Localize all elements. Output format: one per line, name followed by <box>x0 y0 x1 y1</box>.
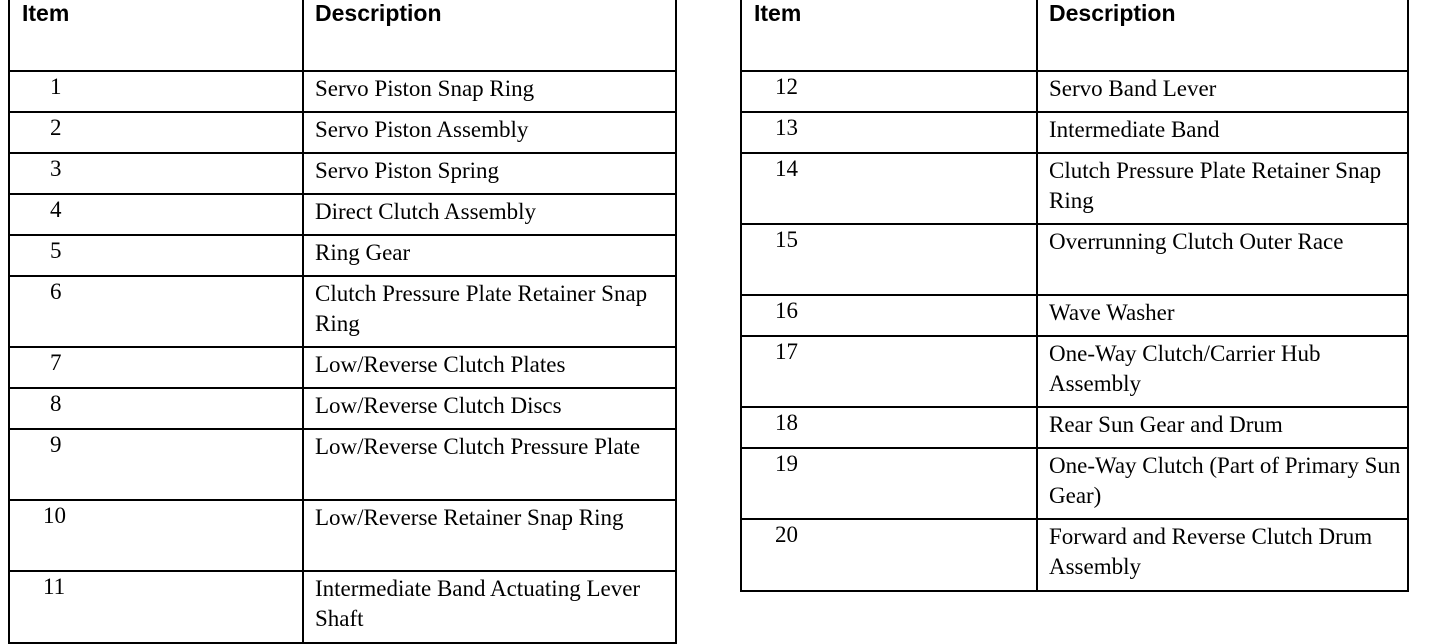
item-number-cell: 9 <box>9 429 303 500</box>
table-row <box>9 571 676 643</box>
table-row <box>9 235 676 276</box>
table-row <box>9 71 676 112</box>
description-cell: One-Way Clutch (Part of Primary Sun Gear) <box>1037 448 1408 519</box>
item-number-cell: 8 <box>9 388 303 429</box>
table-row <box>741 112 1408 153</box>
item-number-cell: 16 <box>741 295 1037 336</box>
item-number-cell: 5 <box>9 235 303 276</box>
table-row <box>741 224 1408 295</box>
table-row <box>741 336 1408 407</box>
description-cell: One-Way Clutch/Carrier Hub Assembly <box>1037 336 1408 407</box>
item-number-cell: 3 <box>9 153 303 194</box>
description-cell: Direct Clutch Assembly <box>303 194 676 235</box>
item-column-header: Item <box>9 0 303 71</box>
item-number-cell: 19 <box>741 448 1037 519</box>
item-number-cell: 17 <box>741 336 1037 407</box>
description-cell: Low/Reverse Clutch Plates <box>303 347 676 388</box>
description-cell: Low/Reverse Clutch Discs <box>303 388 676 429</box>
item-number-cell: 20 <box>741 519 1037 591</box>
description-cell: Servo Piston Snap Ring <box>303 71 676 112</box>
table-row <box>9 112 676 153</box>
table-row <box>9 194 676 235</box>
table-header-row <box>9 0 676 71</box>
item-number-cell: 7 <box>9 347 303 388</box>
item-number-cell: 1 <box>9 71 303 112</box>
table-row <box>9 500 676 571</box>
description-cell: Intermediate Band Actuating Lever Shaft <box>303 571 676 643</box>
item-number-cell: 4 <box>9 194 303 235</box>
description-cell: Forward and Reverse Clutch Drum Assembly <box>1037 519 1408 591</box>
item-number-cell: 15 <box>741 224 1037 295</box>
description-cell: Rear Sun Gear and Drum <box>1037 407 1408 448</box>
description-cell: Low/Reverse Retainer Snap Ring <box>303 500 676 571</box>
description-column-header: Description <box>303 0 676 71</box>
item-number-cell: 14 <box>741 153 1037 224</box>
table-row <box>741 153 1408 224</box>
table-row <box>741 448 1408 519</box>
table-row <box>9 347 676 388</box>
item-number-cell: 13 <box>741 112 1037 153</box>
item-number-cell: 12 <box>741 71 1037 112</box>
table-header-row <box>741 0 1408 71</box>
item-number-cell: 2 <box>9 112 303 153</box>
description-cell: Ring Gear <box>303 235 676 276</box>
item-number-cell: 6 <box>9 276 303 347</box>
table-row <box>741 295 1408 336</box>
table-row <box>741 407 1408 448</box>
parts-table-right <box>740 0 1409 592</box>
table-row <box>741 71 1408 112</box>
description-cell: Clutch Pressure Plate Retainer Snap Ring <box>1037 153 1408 224</box>
item-number-cell: 11 <box>9 571 303 643</box>
table-row <box>741 519 1408 591</box>
table-row <box>9 153 676 194</box>
description-cell: Low/Reverse Clutch Pressure Plate <box>303 429 676 500</box>
item-number-cell: 10 <box>9 500 303 571</box>
description-cell: Wave Washer <box>1037 295 1408 336</box>
table-row <box>9 429 676 500</box>
table-row <box>9 388 676 429</box>
item-column-header: Item <box>741 0 1037 71</box>
description-cell: Servo Piston Spring <box>303 153 676 194</box>
description-cell: Overrunning Clutch Outer Race <box>1037 224 1408 295</box>
description-cell: Servo Piston Assembly <box>303 112 676 153</box>
description-column-header: Description <box>1037 0 1408 71</box>
description-cell: Intermediate Band <box>1037 112 1408 153</box>
item-number-cell: 18 <box>741 407 1037 448</box>
description-cell: Servo Band Lever <box>1037 71 1408 112</box>
table-row <box>9 276 676 347</box>
parts-table-left <box>8 0 677 644</box>
description-cell: Clutch Pressure Plate Retainer Snap Ring <box>303 276 676 347</box>
